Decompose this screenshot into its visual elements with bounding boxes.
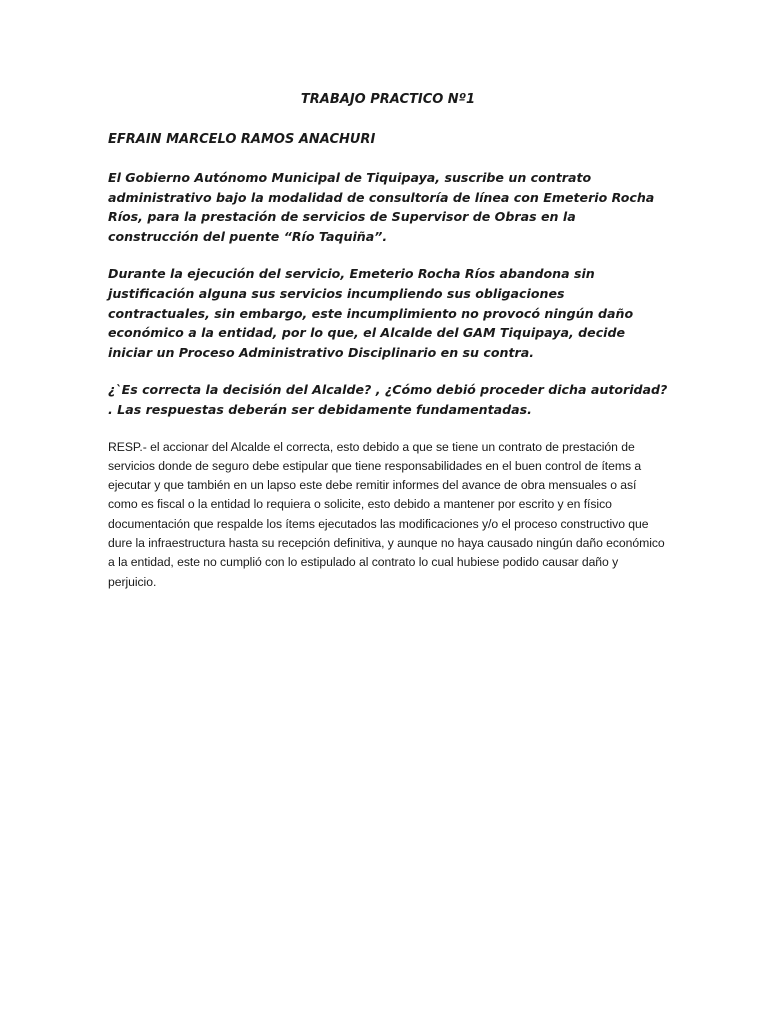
case-paragraph-2: Durante la ejecución del servicio, Emeterio Rocha Ríos abandona sin justificación alguna sus servicios incumpliendo sus obligaciones contractuales, sin embargo, este incumplimiento no provocó ningún daño económico a la entidad, por lo que, el Alcalde del GAM Tiquipaya, decide iniciar un Proceso Administrativo Disciplinario en su contra. — [108, 266, 634, 360]
document-content — [108, 90, 668, 592]
question-paragraph: ¿`Es correcta la decisión del Alcalde? , ¿Cómo debió proceder dicha autoridad? . Las respuestas deberán ser debidamente fundamentadas. — [108, 382, 668, 417]
case-paragraph-1: El Gobierno Autónomo Municipal de Tiquipaya, suscribe un contrato administrativo bajo la modalidad de consultoría de línea con Emeterio Rocha Ríos, para la prestación de servicios de Supervisor de Obras en la construcción del puente “Río Taquiña”. — [108, 170, 655, 244]
document-title: TRABAJO PRACTICO Nº1 — [300, 92, 476, 107]
answer-paragraph: RESP.- el accionar del Alcalde el correcta, esto debido a que se tiene un contrato de prestación de servicios donde de seguro debe estipular que tiene responsabilidades en el buen control de ítems a ejecutar y que también en un lapso este debe remitir informes del avance de obra mensuales o así como es fiscal o la entidad lo requiera o solicite, esto debido a mantener por escrito y en físico documentación que respalde los ítems ejecutados las modificaciones y/o el proceso constructivo que dure la infraestructura hasta su recepción definitiva, y aunque no haya causado ningún daño económico a la entidad, este no cumplió con lo estipulado al contrato lo cual hubiese podido causar daño y perjuicio. — [108, 439, 665, 589]
author-name: EFRAIN MARCELO RAMOS ANACHURI — [108, 132, 376, 147]
